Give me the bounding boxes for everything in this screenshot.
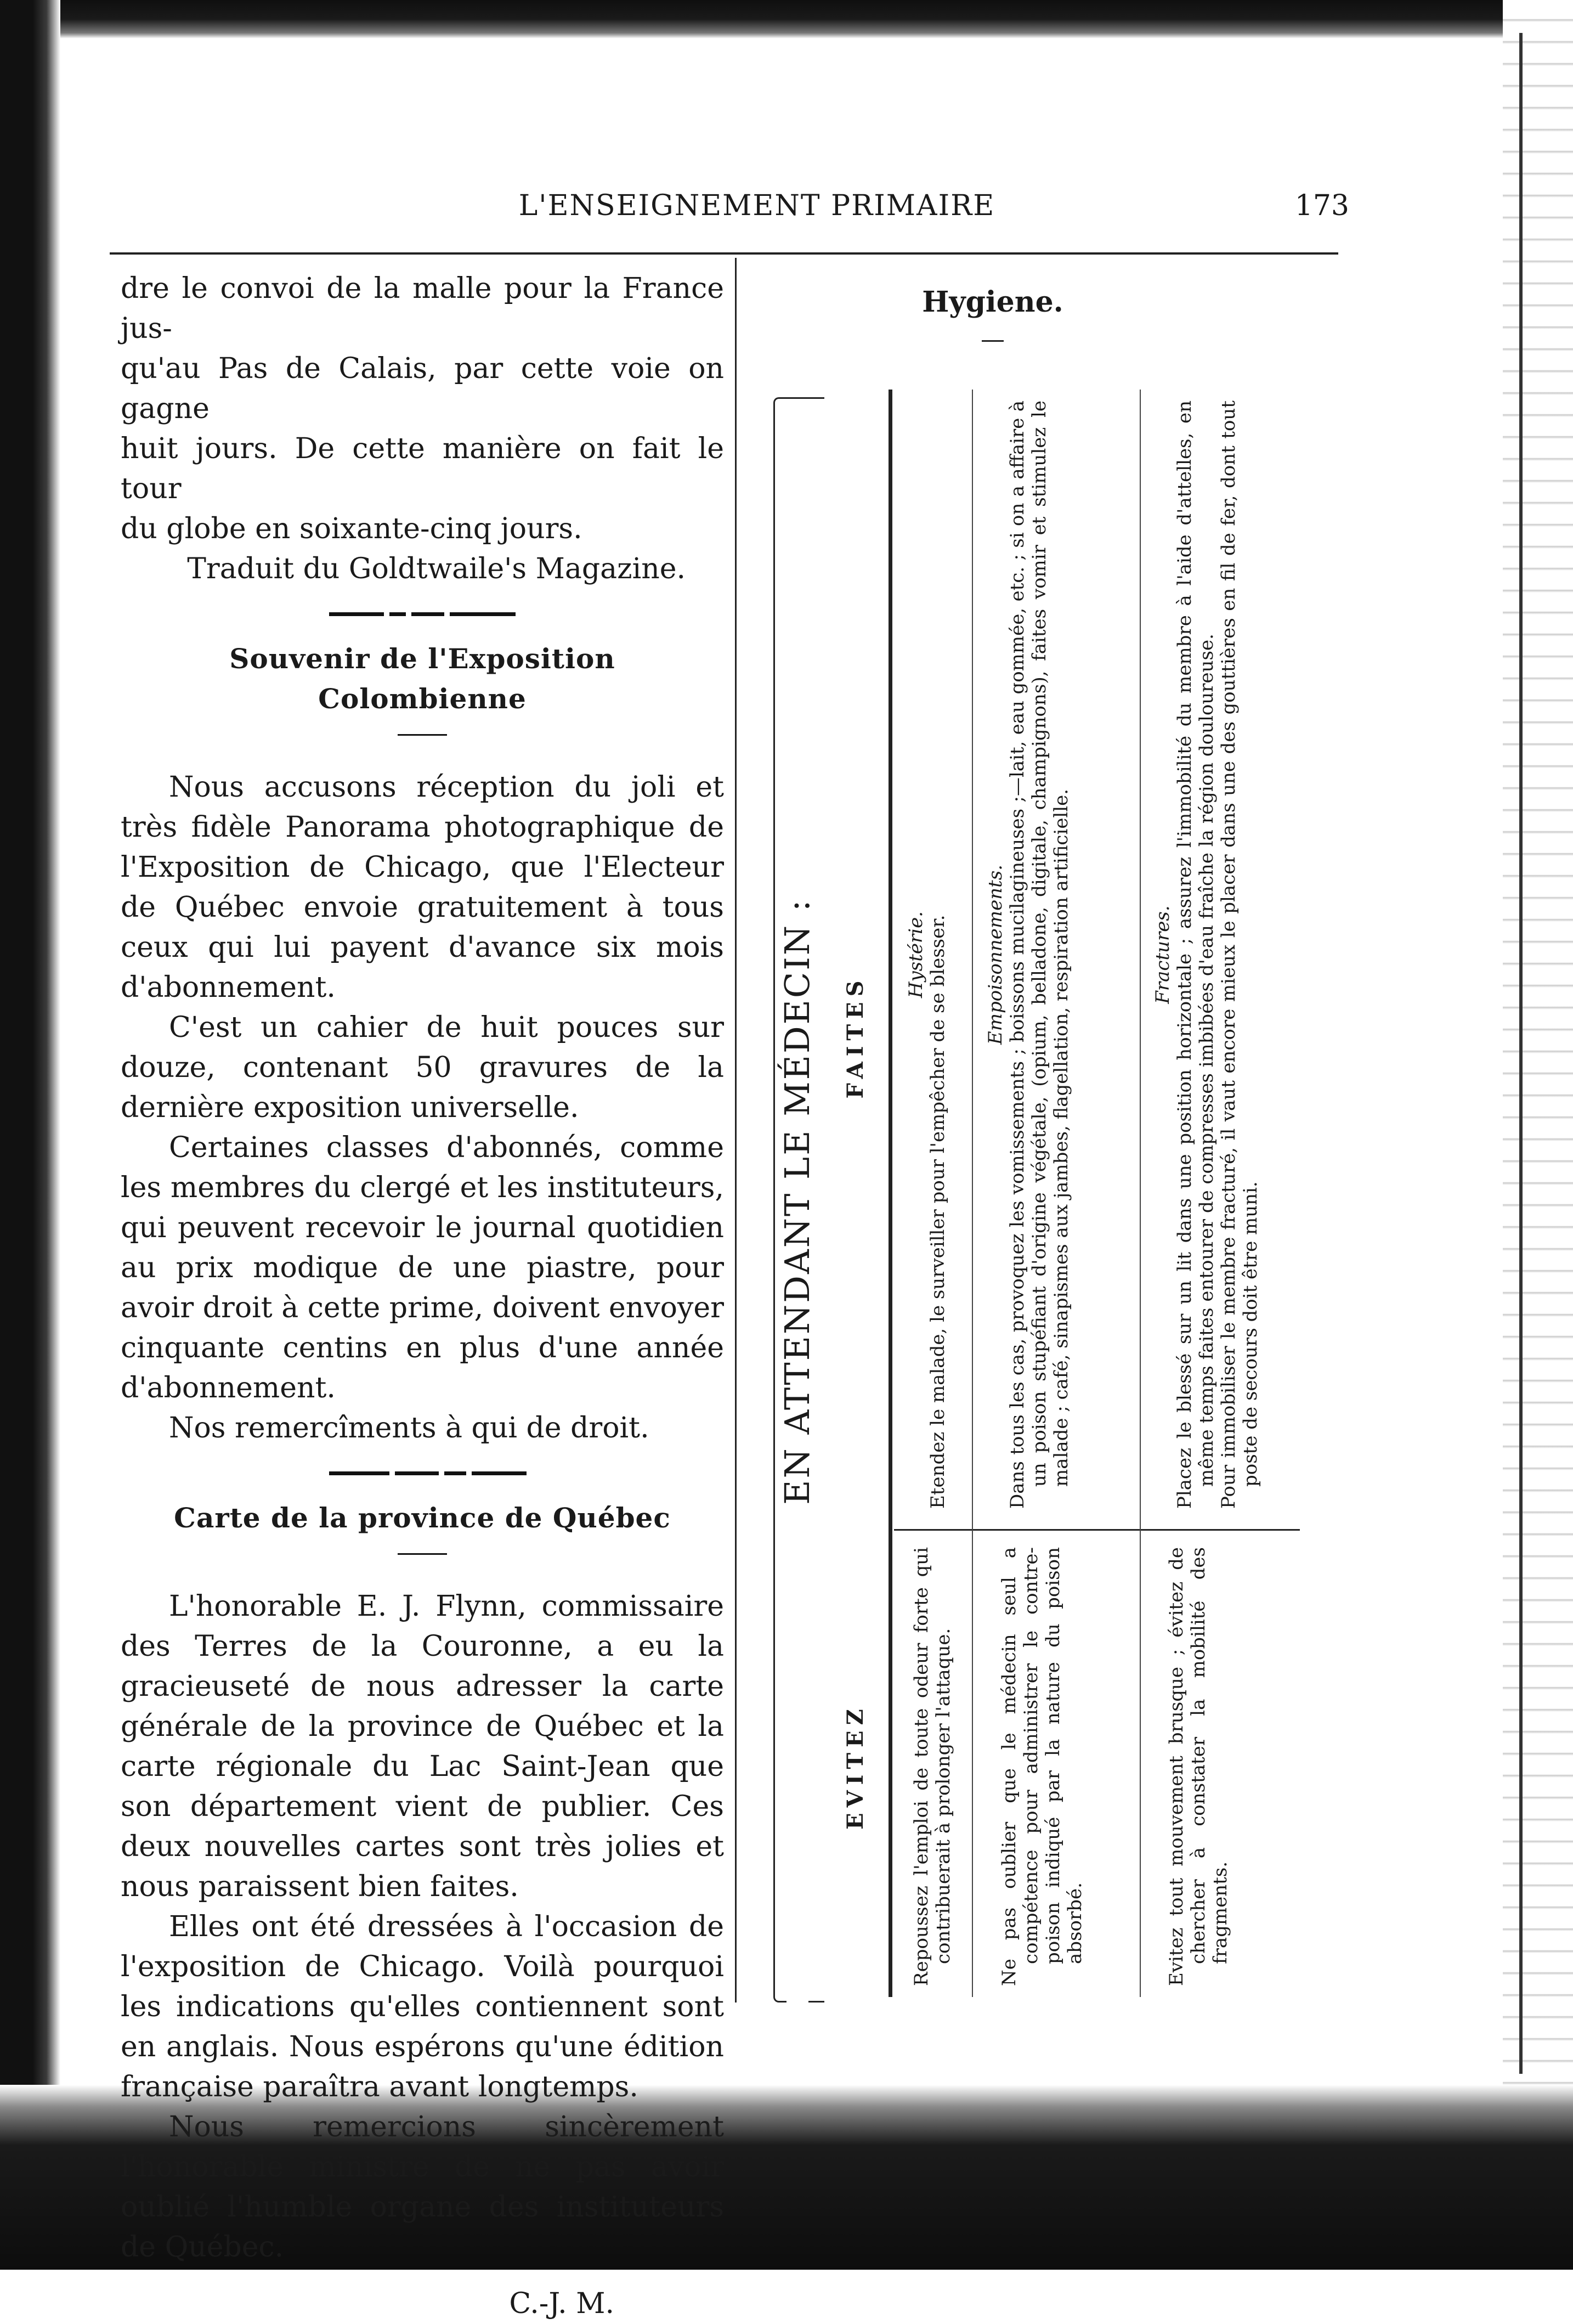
table-column-rule <box>894 1529 1300 1531</box>
evitez-text: Ne pas oublier que le médecin seul a compétence pour administrer le contre-poison indiqué par la nature du poison absorbé. <box>998 1547 1086 1986</box>
table-title <box>777 401 817 2003</box>
intro-line: qu'au Pas de Calais, par cette voie on gagne <box>121 352 724 425</box>
faites-text: Pour immobiliser le membre fracturé, il vaut encore mieux le placer dans une des gouttières en fil de fer, dont tout poste de secours doit être muni. <box>1218 401 1261 1509</box>
faites-cell <box>984 401 1072 1509</box>
evitez-cell <box>1165 1547 1231 1986</box>
intro-line: dre le convoi de la malle pour la France jus- <box>121 272 724 345</box>
section-dash <box>398 734 447 736</box>
paragraph: Elles ont été dressées à l'occasion de l'exposition de Chicago. Voilà pourquoi les indications qu'elles contiennent sont en anglais. Nous espérons qu'une édition française paraîtra avant longtemps. <box>121 1910 724 2103</box>
row-rule <box>972 390 973 1997</box>
rotated-table <box>768 390 1316 2013</box>
paragraph: L'honorable E. J. Flynn, commissaire des Terres de la Couronne, a eu la gracieuseté de nous adresser la carte générale de la province de Québec et la carte régionale du Lac Saint-Jean que son département vient de publier. Ces deux nouvelles cartes sont très jolies et nous paraissent bien faites. <box>121 1590 724 1903</box>
left-column <box>121 269 724 2324</box>
faites-text: Placez le blessé sur un lit dans une position horizontale ; assurez l'immobilité du membre à l'aide d'attelles, en même temps faites entourer de compresses imbibées d'eau fraîche la région douloureuse. <box>1174 401 1218 1509</box>
table-headers <box>842 390 883 2013</box>
faites-text: Etendez le malade, le surveiller pour l'empêcher de se blesser. <box>927 915 949 1509</box>
right-column <box>740 258 1355 2035</box>
ornament-divider <box>121 1448 724 1498</box>
hygiene-title: Hygiene. <box>922 285 1063 319</box>
row-label: Fractures. <box>1152 905 1174 1004</box>
scan-top-edge <box>0 0 1573 38</box>
paragraph: Certaines classes d'abonnés, comme les membres du clergé et les instituteurs, qui peuvent recevoir le journal quotidien au prix modique de une piastre, pour avoir droit à cette prime, doivent envoyer cinquante centins en plus d'une année d'abonnement. <box>121 1131 724 1404</box>
column-rule <box>735 258 737 2003</box>
row-label: Hystérie. <box>905 911 927 999</box>
evitez-cell <box>998 1547 1086 1986</box>
running-header: L'ENSEIGNEMENT PRIMAIRE <box>518 189 995 222</box>
col-header-faites: FAITES <box>842 975 868 1099</box>
paragraph: Nous accusons réception du joli et très fidèle Panorama photographique de l'Exposition de Chicago, que l'Electeur de Québec envoie gratuitement à tous ceux qui lui payent d'avance six mois d'abonnement. <box>121 771 724 1004</box>
rotated-table-wrap <box>740 258 1355 2035</box>
section-title: Carte de la province de Québec <box>174 1502 671 1534</box>
scan-right-edge <box>1503 0 1573 2270</box>
scan-right-rule <box>1519 33 1523 2074</box>
faites-cell <box>905 401 949 1509</box>
evitez-text: Evitez tout mouvement brusque ; évitez de chercher à constater la mobilité des fragments. <box>1165 1547 1231 1986</box>
paragraph: Nous remercions sincèrement l'honorable ministre de ne pas avoir oublié l'humble organe des instituteurs de Québec. <box>121 2111 724 2264</box>
paragraph: C'est un cahier de huit pouces sur douze, contenant 50 gravures de la dernière exposition universelle. <box>121 1011 724 1124</box>
table-thick-rule <box>889 390 892 1997</box>
section-title: Souvenir de l'Exposition Colombienne <box>229 642 615 715</box>
table-title-text: EN ATTENDANT LE MÉDECIN : <box>777 887 817 1515</box>
header-rule <box>110 252 1338 255</box>
row-label: Empoisonnements. <box>984 864 1006 1045</box>
ornament-divider <box>121 589 724 639</box>
faites-text: Dans tous les cas, provoquez les vomissements ; boissons mucilagineuses ;—lait, eau gommée, etc. ; si on a affaire à un poison stupéfiant d'origine végétale, (opium, belladone, digitale, champignons), faites vomir et stimulez le malade ; café, sinapismes aux jambes, flagellation, respiration artificielle. <box>1006 401 1072 1509</box>
page-number: 173 <box>1294 189 1349 222</box>
intro-line: huit jours. De cette manière on fait le tour <box>121 432 724 505</box>
section-dash <box>398 1553 447 1555</box>
evitez-cell <box>910 1547 954 1986</box>
intro-credit: Traduit du Goldtwaile's Magazine. <box>187 552 686 585</box>
paragraph: Nos remercîments à qui de droit. <box>169 1412 649 1445</box>
row-rule <box>1140 390 1141 1997</box>
faites-cell <box>1152 401 1261 1509</box>
scan-left-edge <box>0 0 60 2270</box>
intro-line: du globe en soixante-cinq jours. <box>121 512 582 545</box>
signature: C.-J. M. <box>509 2287 614 2320</box>
evitez-text: Repoussez l'emploi de toute odeur forte qui contribuerait à prolonger l'attaque. <box>910 1547 954 1986</box>
col-header-evitez: EVITEZ <box>842 1703 868 1830</box>
